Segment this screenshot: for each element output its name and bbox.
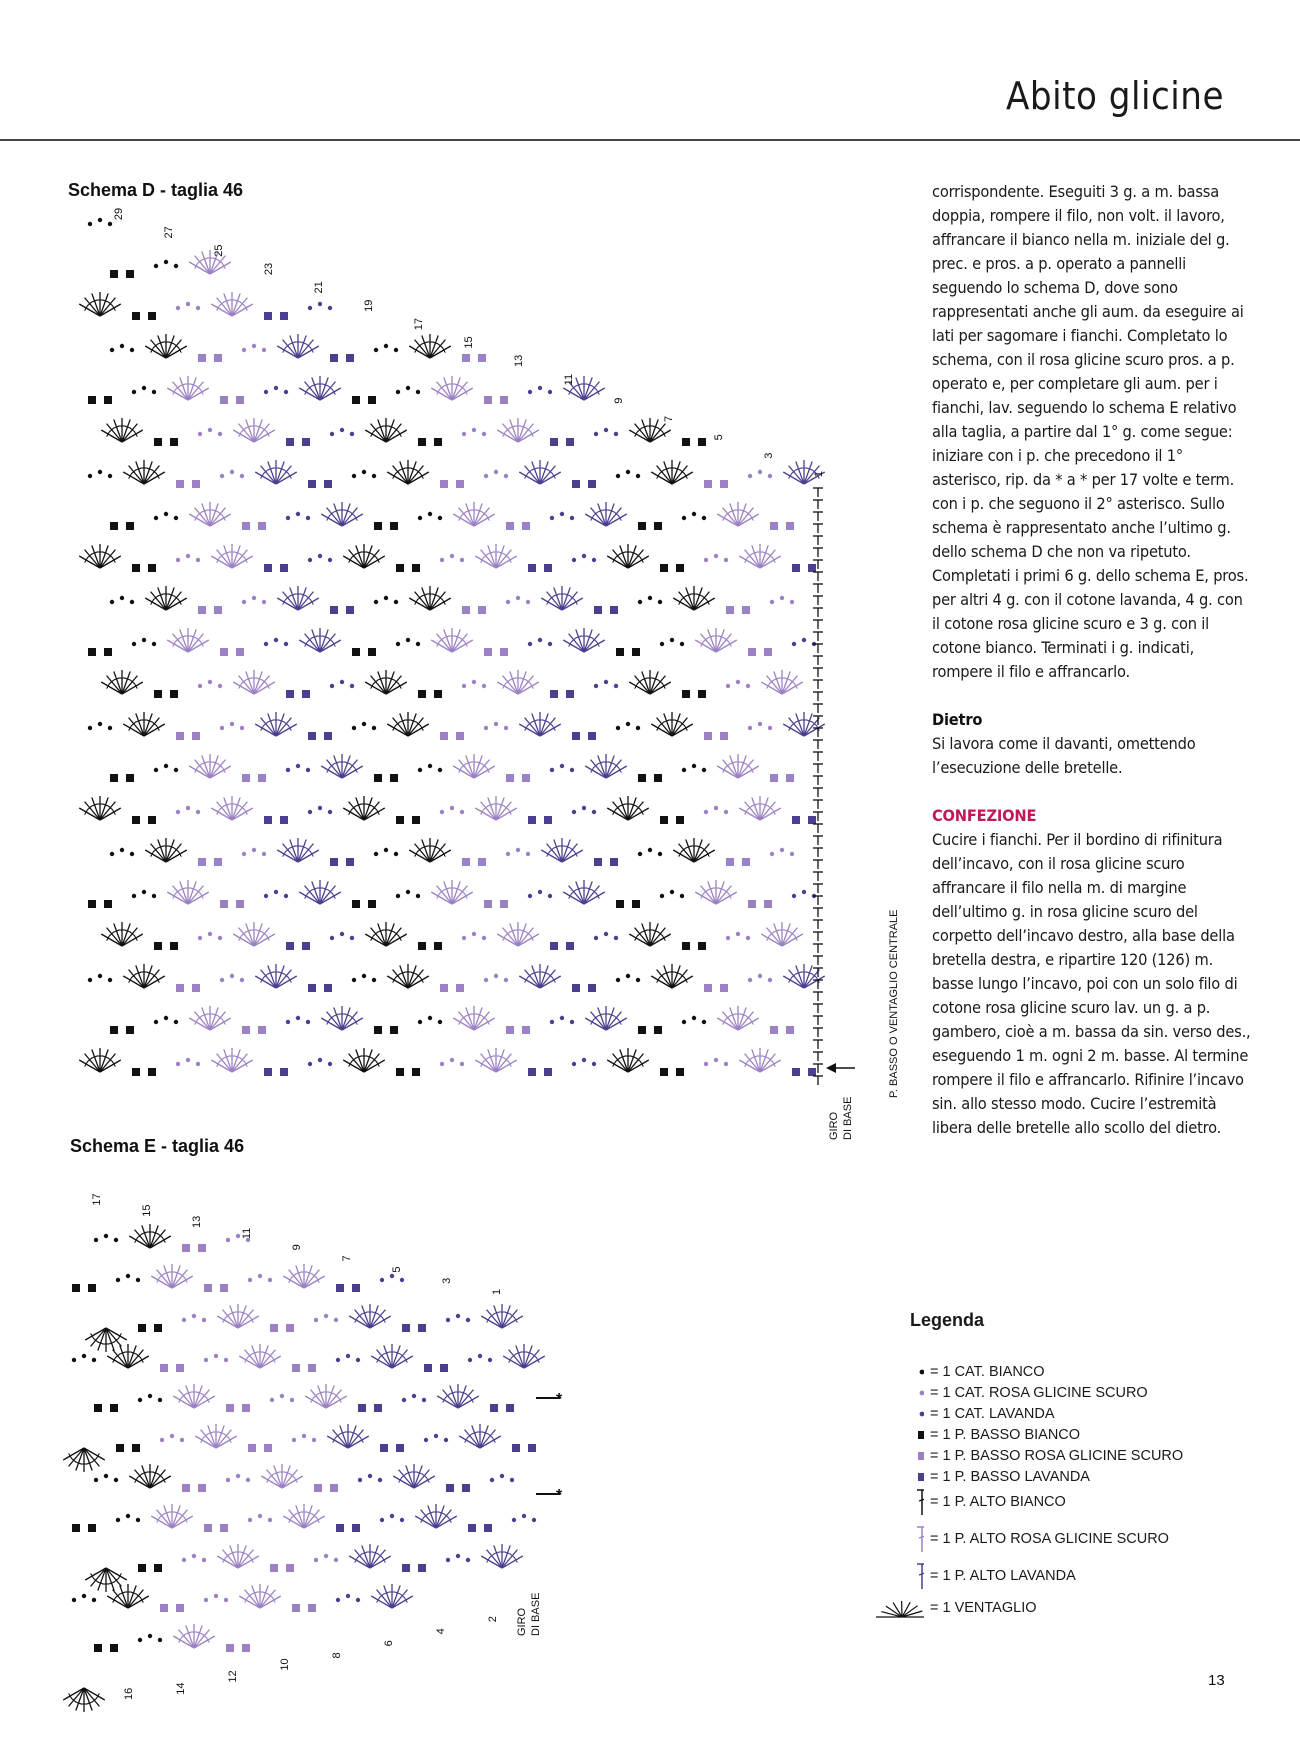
fan-stitch bbox=[239, 1344, 281, 1368]
single-crochet-square bbox=[446, 1484, 454, 1492]
chain-dot bbox=[456, 1554, 460, 1558]
single-crochet-square bbox=[468, 1524, 476, 1532]
single-crochet-square bbox=[94, 1644, 102, 1652]
single-crochet-square bbox=[160, 1604, 168, 1612]
row-number: 13 bbox=[513, 354, 525, 367]
dc-icon bbox=[872, 1527, 930, 1551]
chain-dot bbox=[202, 1558, 206, 1562]
single-crochet-square bbox=[182, 1484, 190, 1492]
chain-dot bbox=[158, 1398, 162, 1402]
chain-dot bbox=[532, 1518, 536, 1522]
chain-dot bbox=[258, 1274, 262, 1278]
schema-e-title: Schema E - taglia 46 bbox=[70, 1136, 245, 1156]
row-number: 3 bbox=[763, 452, 775, 459]
legend-item bbox=[872, 1465, 1090, 1489]
chain-dot bbox=[380, 1518, 384, 1522]
chain-dot bbox=[312, 1438, 316, 1442]
chain-dot bbox=[258, 1514, 262, 1518]
fan-stitch bbox=[217, 1544, 259, 1568]
fan-stitch bbox=[459, 1424, 501, 1448]
chain-dot bbox=[158, 1638, 162, 1642]
row-number: 15 bbox=[463, 336, 475, 349]
chain-dot bbox=[400, 1278, 404, 1282]
single-crochet-square bbox=[402, 1564, 410, 1572]
chain-dot bbox=[292, 1438, 296, 1442]
chain-dot bbox=[126, 1514, 130, 1518]
chain-dot bbox=[358, 1478, 362, 1482]
legend-item bbox=[872, 1527, 1169, 1551]
single-crochet-square bbox=[72, 1284, 80, 1292]
chain-dot bbox=[136, 1518, 140, 1522]
row-number: 15 bbox=[141, 1204, 153, 1217]
single-crochet-square bbox=[220, 1524, 228, 1532]
chain-dot bbox=[214, 1594, 218, 1598]
chain-dot bbox=[126, 1274, 130, 1278]
single-crochet-square bbox=[292, 1604, 300, 1612]
schema-e-base-label-1: GIRO bbox=[516, 1607, 528, 1636]
chain-dot bbox=[324, 1554, 328, 1558]
chain-dot bbox=[314, 1558, 318, 1562]
schema-d-base-label-2: DI BASE bbox=[842, 1096, 854, 1140]
legend-item-label: = 1 P. BASSO ROSA GLICINE SCURO bbox=[930, 1448, 1184, 1464]
chain-dot bbox=[82, 1594, 86, 1598]
instructions-column bbox=[932, 180, 1252, 1140]
single-crochet-square bbox=[198, 1244, 206, 1252]
single-crochet-square bbox=[242, 1404, 250, 1412]
single-crochet-square bbox=[418, 1324, 426, 1332]
chain-dot bbox=[192, 1554, 196, 1558]
chain-dot bbox=[138, 1638, 142, 1642]
single-crochet-square bbox=[110, 1404, 118, 1412]
single-crochet-square bbox=[352, 1524, 360, 1532]
single-crochet-square bbox=[286, 1564, 294, 1572]
row-number: 7 bbox=[663, 415, 675, 423]
row-number: 16 bbox=[123, 1687, 135, 1700]
chain-dot bbox=[468, 1358, 472, 1362]
chain-dot bbox=[490, 1478, 494, 1482]
fan-stitch bbox=[261, 1464, 303, 1488]
chain-dot bbox=[180, 1438, 184, 1442]
chain-dot bbox=[182, 1318, 186, 1322]
fan-stitch bbox=[415, 1504, 457, 1528]
fan-stitch bbox=[327, 1424, 369, 1448]
single-crochet-square bbox=[72, 1524, 80, 1532]
fan-stitch bbox=[437, 1384, 479, 1408]
fan-stitch bbox=[305, 1384, 347, 1408]
row-number: 6 bbox=[383, 1640, 395, 1647]
chain-dot bbox=[346, 1594, 350, 1598]
chain-dot bbox=[72, 1598, 76, 1602]
single-crochet-square bbox=[314, 1484, 322, 1492]
legend-item-label: = 1 P. ALTO BIANCO bbox=[930, 1494, 1066, 1510]
chain-dot bbox=[224, 1598, 228, 1602]
single-crochet-square bbox=[88, 1524, 96, 1532]
chain-dot bbox=[444, 1438, 448, 1442]
chain-dot bbox=[336, 1598, 340, 1602]
chain-dot bbox=[380, 1278, 384, 1282]
row-number: 25 bbox=[213, 244, 225, 257]
row-number: 14 bbox=[175, 1682, 187, 1695]
fan-stitch bbox=[349, 1304, 391, 1328]
legend-item-label: = 1 CAT. ROSA GLICINE SCURO bbox=[930, 1385, 1148, 1401]
chain-dot bbox=[446, 1318, 450, 1322]
chain-dot bbox=[246, 1478, 250, 1482]
row-number: 11 bbox=[241, 1227, 253, 1240]
chain-dot bbox=[114, 1238, 118, 1242]
fan-stitch bbox=[129, 1224, 171, 1248]
single-crochet-square bbox=[418, 1564, 426, 1572]
chain-dot bbox=[390, 1274, 394, 1278]
chain-dot bbox=[488, 1358, 492, 1362]
row-number: 27 bbox=[163, 226, 175, 239]
chain-dot bbox=[192, 1314, 196, 1318]
single-crochet-square bbox=[204, 1284, 212, 1292]
row-number: 13 bbox=[191, 1215, 203, 1228]
row-number: 8 bbox=[331, 1652, 343, 1659]
single-crochet-square bbox=[182, 1244, 190, 1252]
page-title: Abito glicine bbox=[1006, 74, 1224, 118]
chain-dot bbox=[104, 1234, 108, 1238]
chain-dot bbox=[456, 1314, 460, 1318]
single-crochet-square bbox=[380, 1444, 388, 1452]
chain-dot bbox=[82, 1354, 86, 1358]
schema-d-base-label-1: GIRO bbox=[828, 1111, 840, 1140]
fan-stitch bbox=[393, 1464, 435, 1488]
chain-dot bbox=[148, 1394, 152, 1398]
single-crochet-square bbox=[138, 1324, 146, 1332]
single-crochet-square bbox=[88, 1284, 96, 1292]
chain-dot bbox=[466, 1558, 470, 1562]
chain-dot bbox=[92, 1598, 96, 1602]
legend-item-label: = 1 P. ALTO ROSA GLICINE SCURO bbox=[930, 1531, 1169, 1547]
row-number: 1 bbox=[813, 471, 825, 478]
asterisk-mark: * bbox=[556, 1391, 563, 1408]
schema-d-title: Schema D - taglia 46 bbox=[68, 180, 244, 200]
chain-dot bbox=[226, 1478, 230, 1482]
chain-dot bbox=[204, 1598, 208, 1602]
chain-dot bbox=[248, 1518, 252, 1522]
chain-dot bbox=[160, 1438, 164, 1442]
fan-stitch bbox=[283, 1504, 325, 1528]
single-crochet-square bbox=[512, 1444, 520, 1452]
legend-item-label: = 1 CAT. BIANCO bbox=[930, 1364, 1045, 1380]
row-number: 3 bbox=[441, 1277, 453, 1284]
fan-stitch bbox=[195, 1424, 237, 1448]
chain-dot bbox=[510, 1478, 514, 1482]
single-crochet-square bbox=[116, 1444, 124, 1452]
chain-dot bbox=[248, 1278, 252, 1282]
chain-dot bbox=[478, 1354, 482, 1358]
row-number: 9 bbox=[613, 397, 625, 404]
fan-stitch bbox=[481, 1304, 523, 1328]
chain-dot bbox=[334, 1558, 338, 1562]
fan-stitch bbox=[481, 1544, 523, 1568]
single-crochet-square bbox=[292, 1364, 300, 1372]
row-number: 12 bbox=[227, 1670, 239, 1683]
fan-stitch bbox=[371, 1344, 413, 1368]
chain-dot bbox=[400, 1518, 404, 1522]
single-crochet-square bbox=[242, 1644, 250, 1652]
single-crochet-square bbox=[154, 1564, 162, 1572]
fan-stitch bbox=[283, 1264, 325, 1288]
single-crochet-square bbox=[506, 1404, 514, 1412]
legend-item bbox=[872, 1596, 1037, 1620]
single-crochet-square bbox=[160, 1364, 168, 1372]
schema-e-base-label-2: DI BASE bbox=[530, 1592, 542, 1636]
chain-dot bbox=[324, 1314, 328, 1318]
single-crochet-square bbox=[204, 1524, 212, 1532]
single-crochet-square bbox=[358, 1404, 366, 1412]
single-crochet-square bbox=[352, 1284, 360, 1292]
chain-dot bbox=[204, 1358, 208, 1362]
fan-stitch bbox=[151, 1264, 193, 1288]
chain-dot bbox=[236, 1474, 240, 1478]
row-number: 5 bbox=[391, 1266, 403, 1273]
row-number: 29 bbox=[113, 207, 125, 221]
chain-dot bbox=[224, 1358, 228, 1362]
fan-stitch bbox=[173, 1384, 215, 1408]
chain-dot bbox=[92, 1358, 96, 1362]
row-number: 5 bbox=[713, 434, 725, 441]
fan-stitch bbox=[371, 1584, 413, 1608]
single-crochet-square bbox=[154, 1324, 162, 1332]
chain-dot bbox=[116, 1518, 120, 1522]
chain-dot bbox=[104, 1474, 108, 1478]
chain-dot bbox=[434, 1434, 438, 1438]
dc-icon bbox=[872, 1490, 930, 1514]
fan-icon bbox=[872, 1596, 930, 1620]
chain-dot bbox=[522, 1514, 526, 1518]
single-crochet-square bbox=[94, 1404, 102, 1412]
instructions-paragraph: corrispondente. Eseguiti 3 g. a m. bassa doppia, rompere il filo, non volt. il lavoro, affrancare il bianco nella m. iniziale del g. prec. e pros. a p. operato a pannelli seguendo lo schema D, dove sono rappresentati anche gli aum. da eseguire ai lati per sagomare i fianchi. Completato lo schema, con il rosa glicine scuro pros. a p. operato e, per completare gli aum. per i fianchi, lav. seguendo lo schema E relativo alla taglia, a partire dal 1° g. come segue: iniziare con i p. che precedono il 1° asterisco, rip. da * a * per 17 volte e term. con i p. che seguono il 2° asterisco. Sullo schema è rappresentato anche l’ultimo g. dello schema D che non va ripetuto. Completati i primi 6 g. dello schema E, pros. per altri 4 g. con il cotone lavanda, 4 g. con il cotone rosa glicine scuro e 3 g. con il cotone bianco. Terminati i g. indicati, rompere il filo e affrancarlo. bbox=[932, 182, 1249, 681]
row-number: 17 bbox=[413, 317, 425, 331]
fan-stitch bbox=[63, 1448, 105, 1472]
row-number: 11 bbox=[563, 373, 575, 386]
fan-stitch bbox=[173, 1624, 215, 1648]
chain-dot bbox=[170, 1434, 174, 1438]
single-crochet-square bbox=[270, 1564, 278, 1572]
chain-dot bbox=[334, 1318, 338, 1322]
schema-d-side-label: P. BASSO O VENTAGLIO CENTRALE bbox=[888, 909, 900, 1098]
dc-icon bbox=[872, 1564, 930, 1588]
chain-dot bbox=[402, 1398, 406, 1402]
chain-dot bbox=[94, 1238, 98, 1242]
chain-dot bbox=[390, 1514, 394, 1518]
chain-dot bbox=[202, 1318, 206, 1322]
row-number: 7 bbox=[341, 1255, 353, 1262]
single-crochet-square bbox=[424, 1364, 432, 1372]
chain-dot bbox=[412, 1394, 416, 1398]
legend-item-label: = 1 CAT. LAVANDA bbox=[930, 1406, 1055, 1422]
chain-dot bbox=[424, 1438, 428, 1442]
legend-item-label: = 1 VENTAGLIO bbox=[930, 1600, 1037, 1616]
single-crochet-square bbox=[226, 1644, 234, 1652]
chain-dot bbox=[138, 1398, 142, 1402]
single-crochet-square bbox=[528, 1444, 536, 1452]
chain-dot bbox=[446, 1558, 450, 1562]
chain-dot bbox=[136, 1278, 140, 1282]
chain-dot bbox=[336, 1358, 340, 1362]
fan-stitch bbox=[239, 1584, 281, 1608]
chain-dot bbox=[182, 1558, 186, 1562]
dietro-paragraph: Si lavora come il davanti, omettendo l’esecuzione delle bretelle. bbox=[932, 734, 1196, 777]
legend-item-label: = 1 P. BASSO BIANCO bbox=[930, 1427, 1081, 1443]
single-crochet-square bbox=[462, 1484, 470, 1492]
legend-item-label: = 1 P. BASSO LAVANDA bbox=[930, 1469, 1090, 1485]
chain-dot bbox=[114, 1478, 118, 1482]
single-crochet-square bbox=[198, 1484, 206, 1492]
chain-dot bbox=[280, 1394, 284, 1398]
single-crochet-square bbox=[374, 1404, 382, 1412]
fan-stitch bbox=[349, 1544, 391, 1568]
chain-dot bbox=[226, 1238, 230, 1242]
chain-dot bbox=[268, 1518, 272, 1522]
single-crochet-square bbox=[176, 1604, 184, 1612]
single-crochet-square bbox=[440, 1364, 448, 1372]
chain-dot bbox=[94, 1478, 98, 1482]
chain-dot bbox=[356, 1358, 360, 1362]
single-crochet-square bbox=[484, 1524, 492, 1532]
confezione-heading: CONFEZIONE bbox=[932, 806, 1037, 825]
single-crochet-square bbox=[490, 1404, 498, 1412]
row-number: 21 bbox=[313, 281, 325, 294]
confezione-paragraph: Cucire i fianchi. Per il bordino di rifinitura dell’incavo, con il rosa glicine scuro affrancare il filo nella m. di margine dell’ultimo g. in rosa glicine scuro del corpetto dell’incavo destro, alla base della bretella destra, e ripartire 120 (126) m. basse lungo l’incavo, poi con un solo filo di cotone rosa glicine scuro lav. un g. a p. gambero, cioè a m. bassa da sin. verso des., eseguendo 1 m. ogni 2 m. basse. Al termine rompere il filo e affrancarlo. Rifinire l’incavo sin. allo stesso modo. Cucire l’estremità libera delle bretelle allo scollo del dietro. bbox=[932, 830, 1251, 1137]
legend-item-label: = 1 P. ALTO LAVANDA bbox=[930, 1568, 1076, 1584]
single-crochet-square bbox=[336, 1284, 344, 1292]
chain-dot bbox=[270, 1398, 274, 1402]
single-crochet-square bbox=[110, 1644, 118, 1652]
legend-item bbox=[872, 1490, 1066, 1514]
chain-dot bbox=[346, 1354, 350, 1358]
row-number: 19 bbox=[363, 299, 375, 312]
dietro-heading: Dietro bbox=[932, 710, 983, 729]
chain-dot bbox=[368, 1474, 372, 1478]
chain-dot bbox=[236, 1234, 240, 1238]
square-icon bbox=[872, 1465, 930, 1489]
fan-stitch bbox=[129, 1464, 171, 1488]
single-crochet-square bbox=[138, 1564, 146, 1572]
single-crochet-square bbox=[286, 1324, 294, 1332]
row-number: 23 bbox=[263, 262, 275, 276]
single-crochet-square bbox=[330, 1484, 338, 1492]
single-crochet-square bbox=[226, 1404, 234, 1412]
single-crochet-square bbox=[402, 1324, 410, 1332]
single-crochet-square bbox=[336, 1524, 344, 1532]
row-number: 2 bbox=[487, 1616, 499, 1623]
chain-dot bbox=[290, 1398, 294, 1402]
chain-dot bbox=[356, 1598, 360, 1602]
row-number: 4 bbox=[435, 1628, 447, 1635]
chain-dot bbox=[214, 1354, 218, 1358]
row-number: 17 bbox=[91, 1193, 103, 1206]
single-crochet-square bbox=[396, 1444, 404, 1452]
asterisk-mark: * bbox=[556, 1487, 563, 1504]
chain-dot bbox=[268, 1278, 272, 1282]
legend-title: Legenda bbox=[910, 1310, 985, 1330]
single-crochet-square bbox=[176, 1364, 184, 1372]
row-number: 9 bbox=[291, 1244, 303, 1251]
fan-stitch bbox=[503, 1344, 545, 1368]
single-crochet-square bbox=[308, 1604, 316, 1612]
row-number: 1 bbox=[491, 1288, 503, 1296]
chain-dot bbox=[378, 1478, 382, 1482]
fan-stitch bbox=[63, 1688, 105, 1712]
legend-item bbox=[872, 1564, 1076, 1588]
page-number: 13 bbox=[1208, 1672, 1225, 1689]
chain-dot bbox=[512, 1518, 516, 1522]
chain-dot bbox=[116, 1278, 120, 1282]
single-crochet-square bbox=[220, 1284, 228, 1292]
single-crochet-square bbox=[248, 1444, 256, 1452]
chain-dot bbox=[302, 1434, 306, 1438]
chain-dot bbox=[422, 1398, 426, 1402]
fan-stitch bbox=[217, 1304, 259, 1328]
single-crochet-square bbox=[264, 1444, 272, 1452]
chain-dot bbox=[500, 1474, 504, 1478]
single-crochet-square bbox=[308, 1364, 316, 1372]
chain-dot bbox=[148, 1634, 152, 1638]
single-crochet-square bbox=[270, 1324, 278, 1332]
row-number: 10 bbox=[279, 1658, 291, 1671]
single-crochet-square bbox=[132, 1444, 140, 1452]
chain-dot bbox=[466, 1318, 470, 1322]
chain-dot bbox=[72, 1358, 76, 1362]
fan-stitch bbox=[151, 1504, 193, 1528]
chain-dot bbox=[314, 1318, 318, 1322]
